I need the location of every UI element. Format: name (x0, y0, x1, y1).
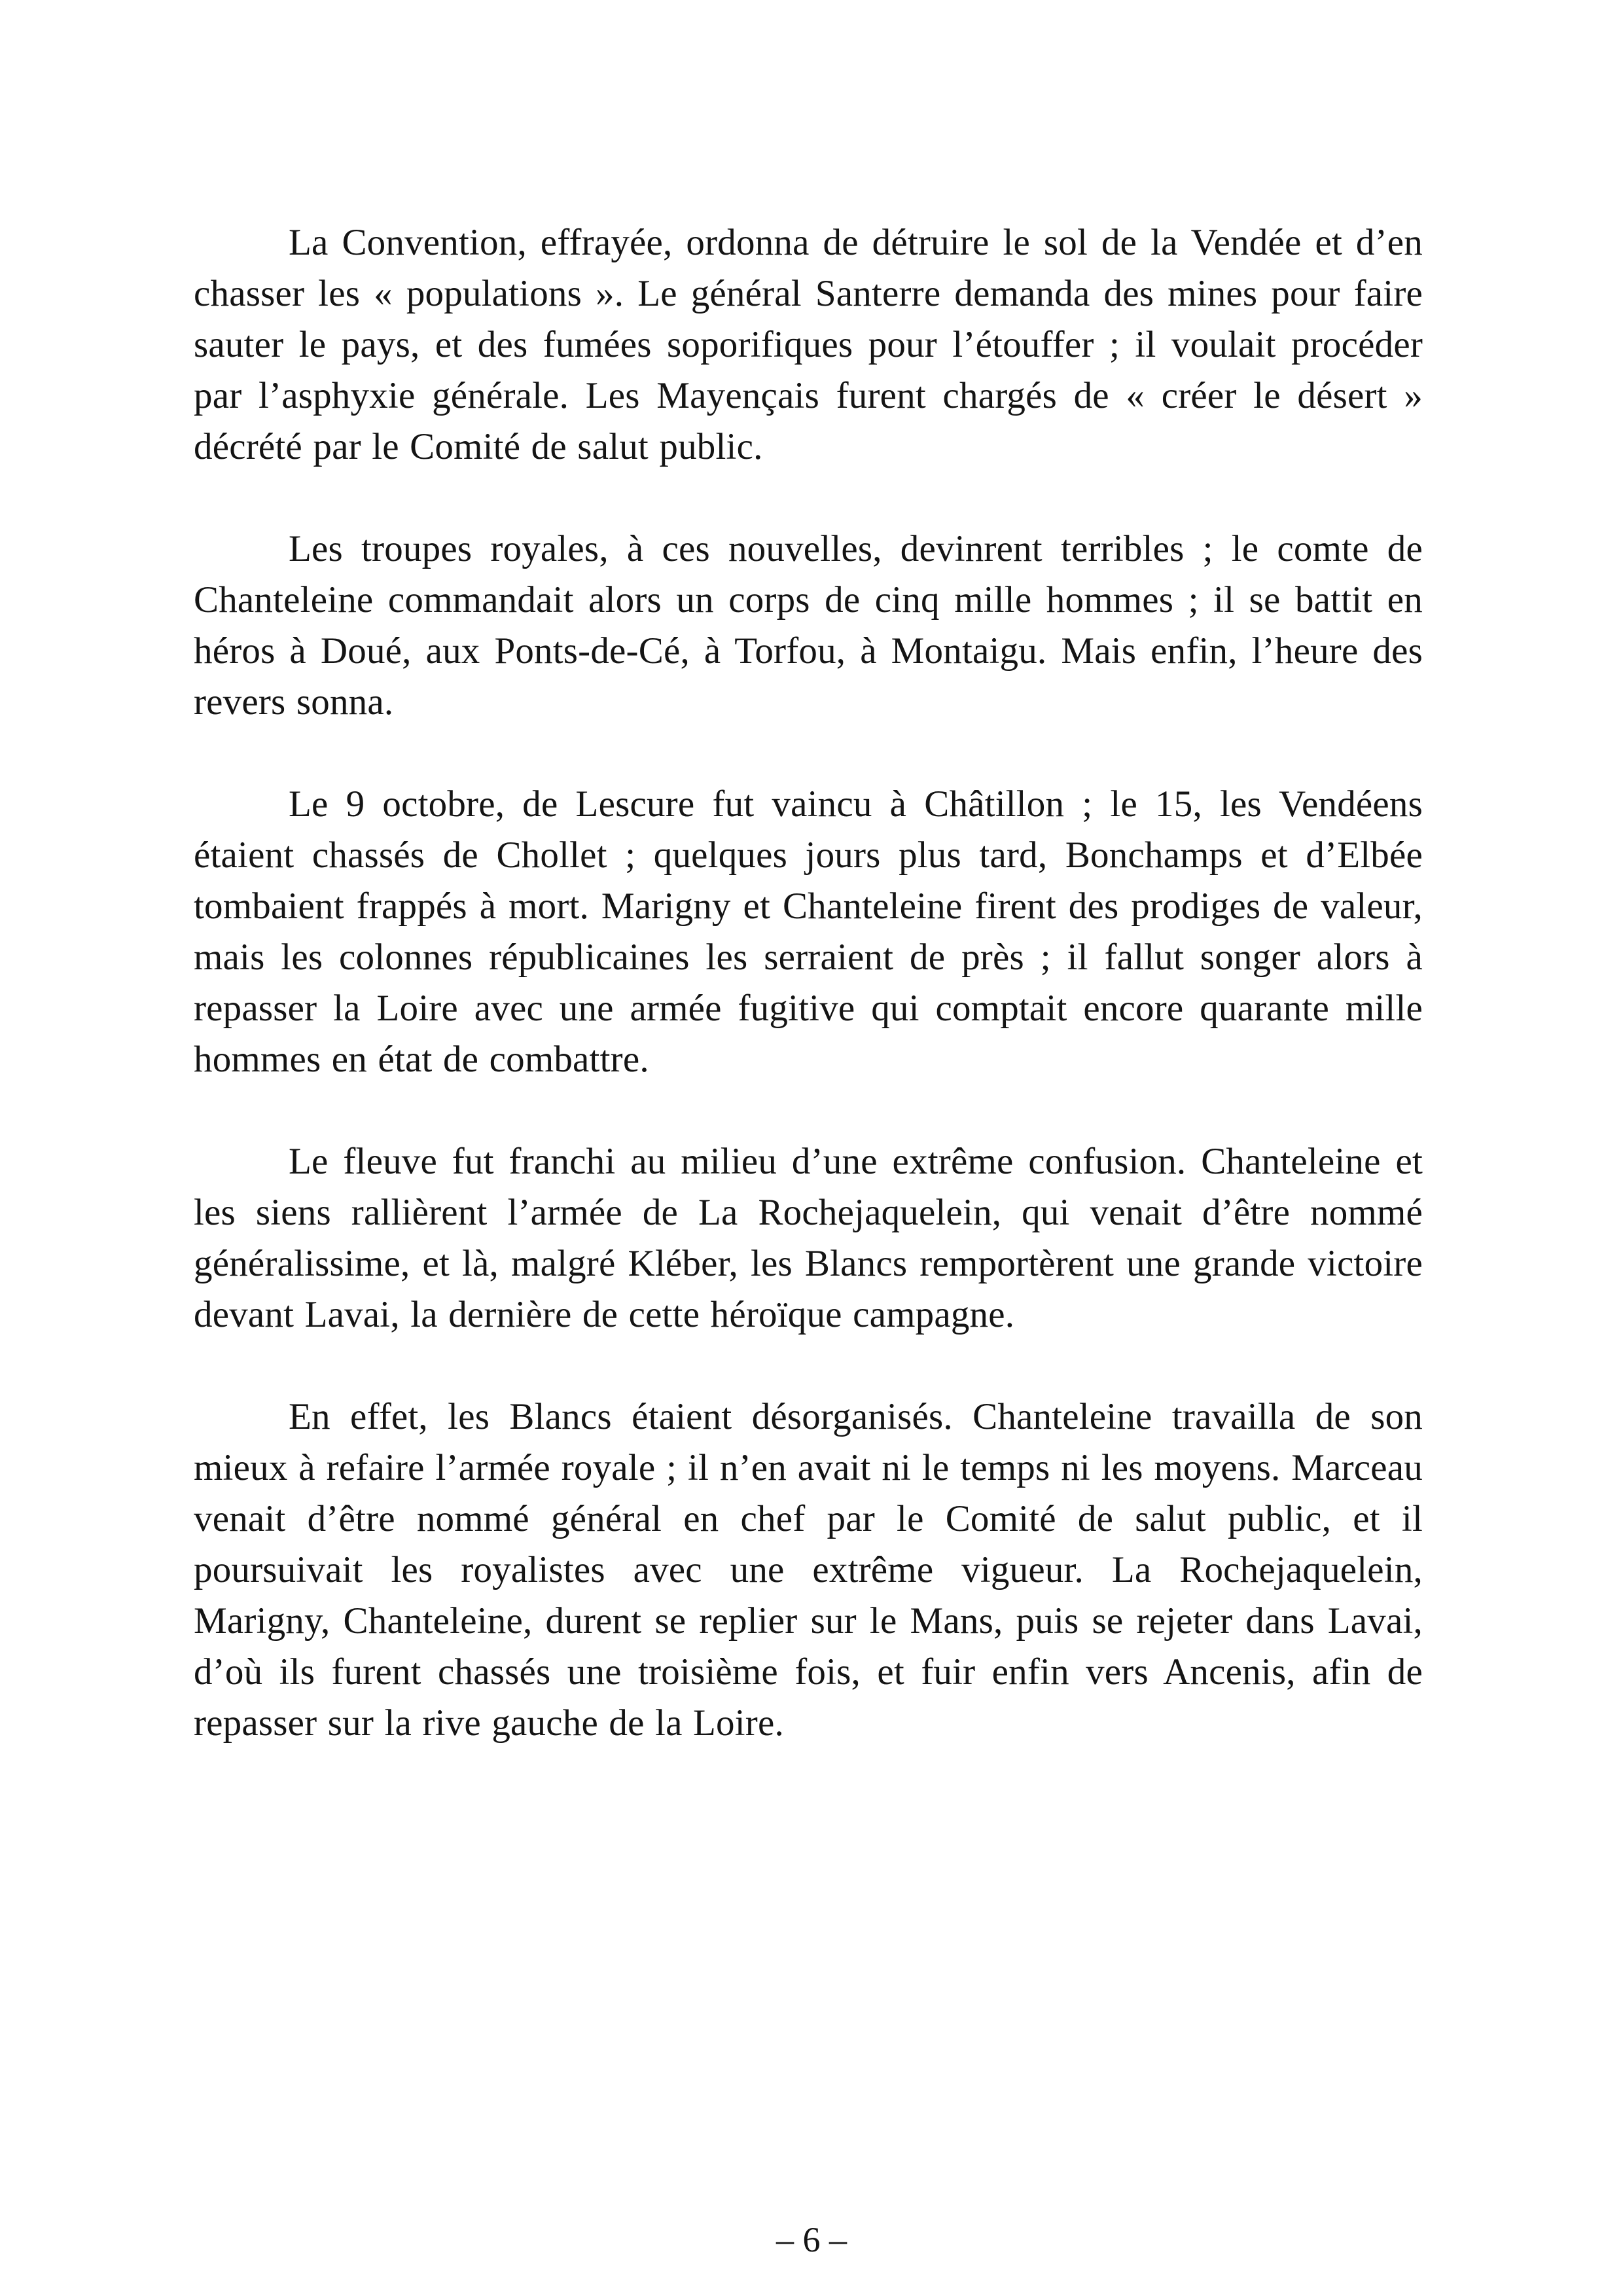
paragraph: Le fleuve fut franchi au milieu d’une extrême confusion. Chanteleine et les siens rallièrent l’armée de La Rochejaquelein, qui venait d’être nommé généralissime, et là, malgré Kléber, les Blancs remportèrent une grande victoire devant Lavai, la dernière de cette héroïque campagne. (194, 1141, 1423, 1335)
paragraph: Les troupes royales, à ces nouvelles, devinrent terribles ; le comte de Chanteleine commandait alors un corps de cinq mille hommes ; il se battit en héros à Doué, aux Ponts-de-Cé, à Torfou, à Montaigu. Mais enfin, l’heure des revers sonna. (194, 528, 1423, 723)
text-block (194, 217, 1423, 1800)
paragraph: La Convention, effrayée, ordonna de détruire le sol de la Vendée et d’en chasser les « populations ». Le général Santerre demanda des mines pour faire sauter le pays, et des fumées soporifiques pour l’étouffer ; il voulait procéder par l’asphyxie générale. Les Mayençais furent chargés de « créer le désert » décrété par le Comité de salut public. (194, 222, 1423, 467)
paragraph: Le 9 octobre, de Lescure fut vaincu à Châtillon ; le 15, les Vendéens étaient chassés de Chollet ; quelques jours plus tard, Bonchamps et d’Elbée tombaient frappés à mort. Marigny et Chanteleine firent des prodiges de valeur, mais les colonnes républicaines les serraient de près ; il fallut songer alors à repasser la Loire avec une armée fugitive qui comptait encore quarante mille hommes en état de combattre. (194, 783, 1423, 1080)
paragraph: En effet, les Blancs étaient désorganisés. Chanteleine travailla de son mieux à refaire l’armée royale ; il n’en avait ni le temps ni les moyens. Marceau venait d’être nommé général en chef par le Comité de salut public, et il poursuivait les royalistes avec une extrême vigueur. La Rochejaquelein, Marigny, Chanteleine, durent se replier sur le Mans, puis se rejeter dans Lavai, d’où ils furent chassés une troisième fois, et fuir enfin vers Ancenis, afin de repasser sur la rive gauche de la Loire. (194, 1396, 1423, 1744)
page-number: – 6 – (776, 2220, 847, 2259)
